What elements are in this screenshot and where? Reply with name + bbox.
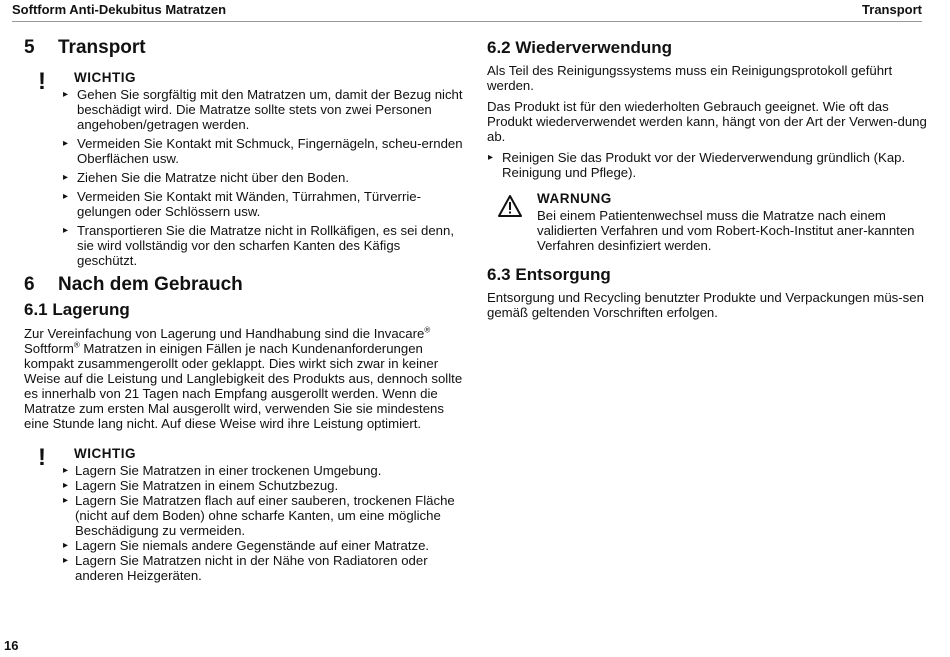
section-5-title: Transport — [58, 37, 146, 58]
list-item: ▸ Transportieren Sie die Matratze nicht in Rollkäfigen, es sei denn, sie wird vollständig vor den scharfen Kanten des Käfigs geschützt. — [62, 223, 464, 268]
page-number: 16 — [4, 638, 19, 653]
important-note-transport — [24, 69, 464, 268]
list-item: ▸ Lagern Sie niemals andere Gegenstände auf einer Matratze. — [62, 538, 464, 553]
storage-text-c: Matratzen in einigen Fällen je nach Kundenanforderungen kompakt zusammengerollt oder geklappt. Dies wirkt sich zwar in keiner Weise auf die Leistung und Langlebigkeit des Produkts aus, dennoch sollte es innerhalb von 21 Tagen nach Empfang ausgerollt werden. Wenn die Matratze zum ersten Mal ausgerollt wird, verwenden Sie sie mindestens eine Stunde lang nicht. Auf diese Weise wird ihre Leistung optimiert. — [24, 341, 463, 431]
reuse-paragraph-2: Das Produkt ist für den wiederholten Gebrauch geeignet. Wie oft das Produkt wiederverwendet werden kann, hängt von der Art der Verwen-dung ab. — [487, 99, 927, 144]
list-item: ▸ Lagern Sie Matratzen nicht in der Nähe von Radiatoren oder anderen Heizgeräten. — [62, 553, 464, 583]
registered-mark: ® — [73, 340, 80, 350]
header-rule — [12, 21, 922, 22]
storage-list — [62, 463, 464, 583]
warning-triangle-icon — [497, 194, 523, 224]
warning-label: WARNUNG — [537, 191, 612, 206]
list-item: ▸ Lagern Sie Matratzen in einer trockenen Umgebung. — [62, 463, 464, 478]
warning-note — [487, 190, 927, 253]
section-6-1-title: 6.1 Lagerung — [24, 300, 130, 319]
reuse-paragraph-1: Als Teil des Reinigungssystems muss ein Reinigungsprotokoll geführt werden. — [487, 63, 893, 93]
section-6-2-title: 6.2 Wiederverwendung — [487, 38, 673, 57]
list-item: ▸ Vermeiden Sie Kontakt mit Schmuck, Fingernägeln, scheu-ernden Oberflächen usw. — [62, 136, 464, 166]
storage-text-b: Softform — [24, 341, 74, 356]
section-6-heading — [24, 272, 464, 298]
list-item: ▸ Gehen Sie sorgfältig mit den Matratzen um, damit der Bezug nicht beschädigt wird. Die Matratze sollte stets von zwei Personen angehoben/getragen werden. — [62, 87, 464, 132]
list-item: ▸ Reinigen Sie das Produkt vor der Wiederverwendung gründlich (Kap. Reinigung und Pflege). — [487, 150, 927, 180]
warning-text: Bei einem Patientenwechsel muss die Matratze nach einem validierten Verfahren und vom Robert-Koch-Institut aner-kannten Verfahren desinfiziert werden. — [537, 208, 915, 253]
section-6-3-title: 6.3 Entsorgung — [487, 265, 611, 284]
list-item: ▸ Ziehen Sie die Matratze nicht über den Boden. — [62, 170, 464, 185]
running-header-right: Transport — [862, 2, 922, 17]
disposal-paragraph: Entsorgung und Recycling benutzter Produkte und Verpackungen müs-sen gemäß geltenden Vorschriften erfolgen. — [487, 290, 924, 320]
section-5-number: 5 — [24, 37, 35, 58]
note-label: WICHTIG — [74, 70, 136, 85]
list-item: ▸ Vermeiden Sie Kontakt mit Wänden, Türrahmen, Türverrie-gelungen oder Schlössern usw. — [62, 189, 464, 219]
section-5-heading — [24, 35, 464, 61]
running-header-left: Softform Anti-Dekubitus Matratzen — [12, 2, 227, 17]
right-column — [487, 35, 927, 320]
list-item: ▸ Lagern Sie Matratzen flach auf einer sauberen, trockenen Fläche (nicht auf dem Boden) ohne scharfe Kanten, um eine mögliche Beschädigung zu vermeiden. — [62, 493, 464, 538]
section-6-title: Nach dem Gebrauch — [58, 274, 243, 295]
important-note-storage — [24, 445, 464, 583]
section-6-number: 6 — [24, 274, 35, 295]
left-column — [24, 35, 464, 583]
reuse-list — [487, 150, 927, 180]
note-label: WICHTIG — [74, 446, 136, 461]
storage-text-a: Zur Vereinfachung von Lagerung und Handhabung sind die Invacare — [24, 326, 425, 341]
exclamation-icon: ! — [38, 68, 46, 95]
list-item: ▸ Lagern Sie Matratzen in einem Schutzbezug. — [62, 478, 464, 493]
exclamation-icon: ! — [38, 444, 46, 471]
transport-list — [62, 87, 464, 268]
registered-mark: ® — [424, 325, 431, 335]
storage-paragraph — [24, 326, 464, 431]
